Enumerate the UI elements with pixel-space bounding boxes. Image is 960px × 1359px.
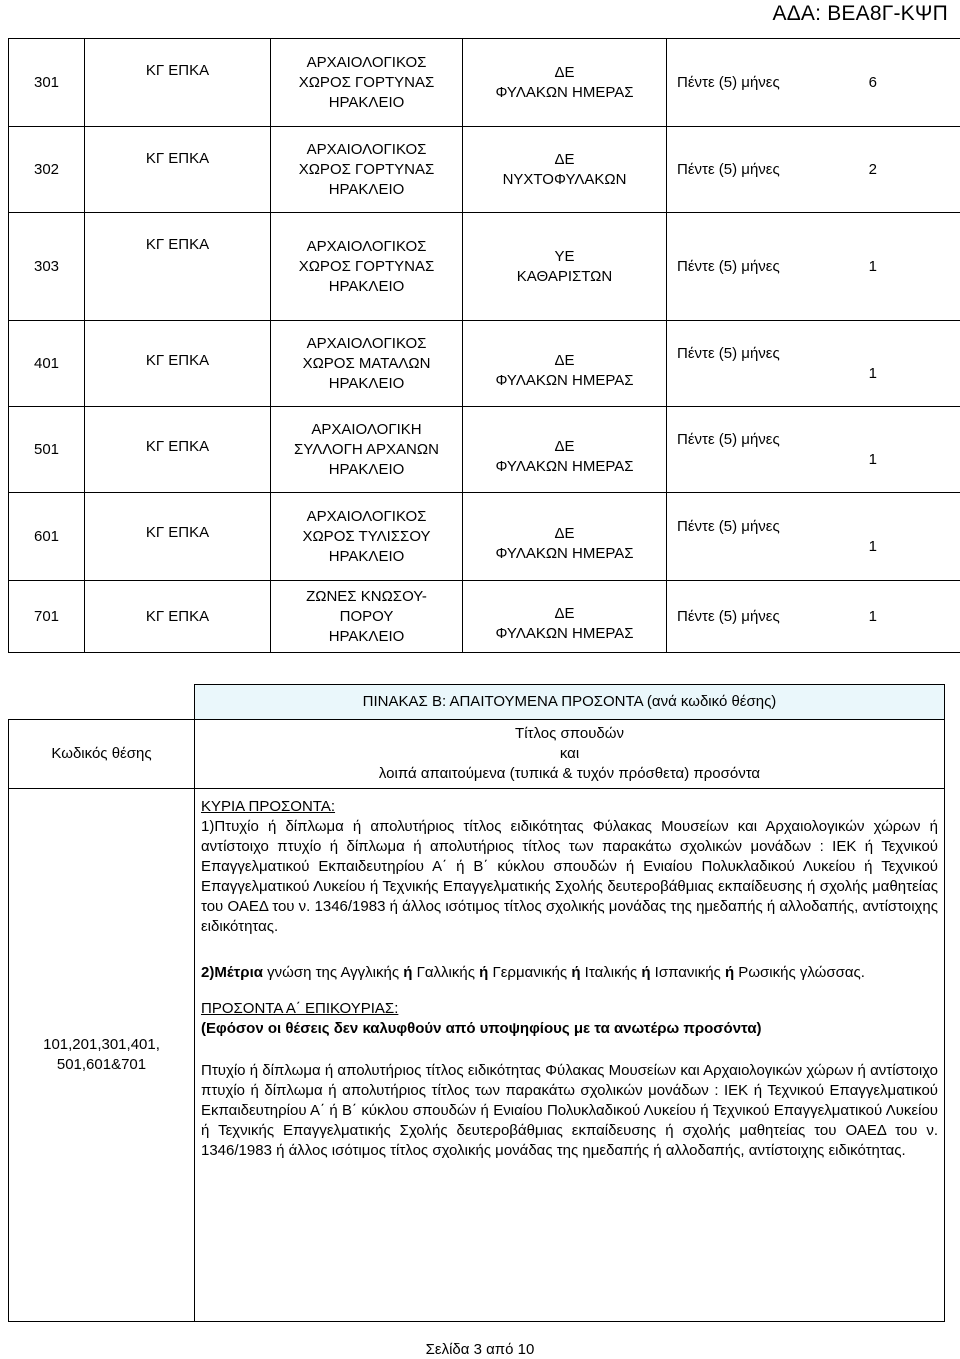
count: 1 [868,450,877,468]
table-row [9,321,960,407]
duration: Πέντε (5) μήνες [677,607,780,625]
specialty: ΥΕ ΚΑΘΑΡΙΣΤΩΝ [463,213,667,321]
duration-and-count [667,321,960,407]
count: 6 [868,73,877,91]
specialty: ΔΕ ΦΥΛΑΚΩΝ ΗΜΕΡΑΣ [463,581,667,653]
position-code: 401 [9,321,85,407]
unit: ΖΩΝΕΣ ΚΝΩΣΟΥ- ΠΟΡΟΥ ΗΡΑΚΛΕΙΟ [271,581,463,653]
position-codes: 101,201,301,401, 501,601&701 [9,789,195,1322]
agency: ΚΓ ΕΠΚΑ [85,127,271,213]
position-code: 701 [9,581,85,653]
duration: Πέντε (5) μήνες [677,344,780,362]
unit: ΑΡΧΑΙΟΛΟΓΙΚΟΣ ΧΩΡΟΣ ΓΟΡΤΥΝΑΣ ΗΡΑΚΛΕΙΟ [271,39,463,127]
code-header: Κωδικός θέσης [9,720,195,789]
agency: ΚΓ ΕΠΚΑ [85,493,271,581]
duration: Πέντε (5) μήνες [677,73,780,91]
count: 1 [868,537,877,555]
positions-table [8,38,960,653]
specialty: ΔΕ ΝΥΧΤΟΦΥΛΑΚΩΝ [463,127,667,213]
position-code: 303 [9,213,85,321]
specialty: ΔΕ ΦΥΛΑΚΩΝ ΗΜΕΡΑΣ [463,321,667,407]
duration-and-count [667,581,960,653]
duration-and-count [667,127,960,213]
duration-and-count [667,493,960,581]
position-code: 601 [9,493,85,581]
qualification-item-1: 1)Πτυχίο ή δίπλωμα ή απολυτήριος τίτλος ειδικότητας Φύλακας Μουσείων και Αρχαιολογικών χώρων ή αντίστοιχο πτυχίο ή δίπλωμα ή απολυτήριος τίτλος των παρακάτω σχολικών μονάδων : ΙΕΚ ή Τεχνικού Επαγγελματικού Εκπαιδευτηρίου Α΄ ή Β΄ κύκλου σπουδών ή Ενιαίου Πολυκλαδικού Λυκείου ή Τεχνικού Επαγγελματικού Λυκείου ή Τεχνικής Επαγγελματικής Σχολής δευτεροβάθμιας εκπαίδευσης ή σχολής μαθητείας του ΟΑΕΔ του ν. 1346/1983 ή άλλος ισότιμος τίτλος σχολικής μονάδας της ημεδαπής ή αλλοδαπής, αντίστοιχης ειδικότητας. [201,818,938,935]
duration-and-count [667,39,960,127]
auxiliary-note: (Εφόσον οι θέσεις δεν καλυφθούν από υποψηφίους με τα ανωτέρω προσόντα) [201,1020,762,1037]
main-qualifications-heading: ΚΥΡΙΑ ΠΡΟΣΟΝΤΑ: [201,798,336,815]
unit: ΑΡΧΑΙΟΛΟΓΙΚΟΣ ΧΩΡΟΣ ΓΟΡΤΥΝΑΣ ΗΡΑΚΛΕΙΟ [271,127,463,213]
count: 1 [868,607,877,625]
agency: ΚΓ ΕΠΚΑ [85,213,271,321]
agency: ΚΓ ΕΠΚΑ [85,407,271,493]
table-b-title: ΠΙΝΑΚΑΣ Β: ΑΠΑΙΤΟΥΜΕΝΑ ΠΡΟΣΟΝΤΑ (ανά κωδικό θέσης) [195,685,945,720]
unit: ΑΡΧΑΙΟΛΟΓΙΚΟΣ ΧΩΡΟΣ ΜΑΤΑΛΩΝ ΗΡΑΚΛΕΙΟ [271,321,463,407]
position-code: 301 [9,39,85,127]
count: 1 [868,364,877,382]
table-row [9,493,960,581]
duration: Πέντε (5) μήνες [677,160,780,178]
table-row [9,407,960,493]
position-code: 501 [9,407,85,493]
table-row [9,127,960,213]
auxiliary-text: Πτυχίο ή δίπλωμα ή απολυτήριος τίτλος ειδικότητας Φύλακας Μουσείων και Αρχαιολογικών χώρων ή αντίστοιχο πτυχίο ή δίπλωμα ή απολυτήριος τίτλος των παρακάτω σχολικών μονάδων : ΙΕΚ ή Τεχνικού Επαγγελματικού Εκπαιδευτηρίου Α΄ ή Β΄ κύκλου σπουδών ή Ενιαίου Πολυκλαδικού Λυκείου ή Τεχνικού Επαγγελματικού Λυκείου ή Τεχνικής Επαγγελματικής Σχολής δευτεροβάθμιας εκπαίδευσης ή σχολής μαθητείας του ΟΑΕΔ του ν. 1346/1983 ή άλλος ισότιμος τίτλος σχολικής μονάδας της ημεδαπής ή αλλοδαπής, αντίστοιχης ειδικότητας. [201,1062,938,1159]
table-row [9,39,960,127]
unit: ΑΡΧΑΙΟΛΟΓΙΚΟΣ ΧΩΡΟΣ ΓΟΡΤΥΝΑΣ ΗΡΑΚΛΕΙΟ [271,213,463,321]
agency: ΚΓ ΕΠΚΑ [85,581,271,653]
duration: Πέντε (5) μήνες [677,430,780,448]
duration: Πέντε (5) μήνες [677,257,780,275]
page-number: Σελίδα 3 από 10 [425,1341,535,1358]
position-code: 302 [9,127,85,213]
count: 1 [868,257,877,275]
qualifications-content [195,789,945,1322]
qualification-item-2: 2)Μέτρια γνώση της Αγγλικής ή Γαλλικής ή Γερμανικής ή Ιταλικής ή Ισπανικής ή Ρωσικής γλώσσας. [201,964,865,981]
qualifications-table [8,684,945,1322]
specialty: ΔΕ ΦΥΛΑΚΩΝ ΗΜΕΡΑΣ [463,493,667,581]
title-header: Τίτλος σπουδών και λοιπά απαιτούμενα (τυπικά & τυχόν πρόσθετα) προσόντα [195,720,945,789]
agency: ΚΓ ΕΠΚΑ [85,321,271,407]
unit: ΑΡΧΑΙΟΛΟΓΙΚΟΣ ΧΩΡΟΣ ΤΥΛΙΣΣΟΥ ΗΡΑΚΛΕΙΟ [271,493,463,581]
count: 2 [868,160,877,178]
auxiliary-heading: ΠΡΟΣΟΝΤΑ Α΄ ΕΠΙΚΟΥΡΙΑΣ: [201,1000,399,1017]
ada-code: ΑΔΑ: ΒΕΑ8Γ-ΚΨΠ [772,2,948,25]
specialty: ΔΕ ΦΥΛΑΚΩΝ ΗΜΕΡΑΣ [463,407,667,493]
unit: ΑΡΧΑΙΟΛΟΓΙΚΗ ΣΥΛΛΟΓΗ ΑΡΧΑΝΩΝ ΗΡΑΚΛΕΙΟ [271,407,463,493]
agency: ΚΓ ΕΠΚΑ [85,39,271,127]
table-row [9,213,960,321]
table-row [9,581,960,653]
duration-and-count [667,407,960,493]
duration-and-count [667,213,960,321]
duration: Πέντε (5) μήνες [677,517,780,535]
specialty: ΔΕ ΦΥΛΑΚΩΝ ΗΜΕΡΑΣ [463,39,667,127]
